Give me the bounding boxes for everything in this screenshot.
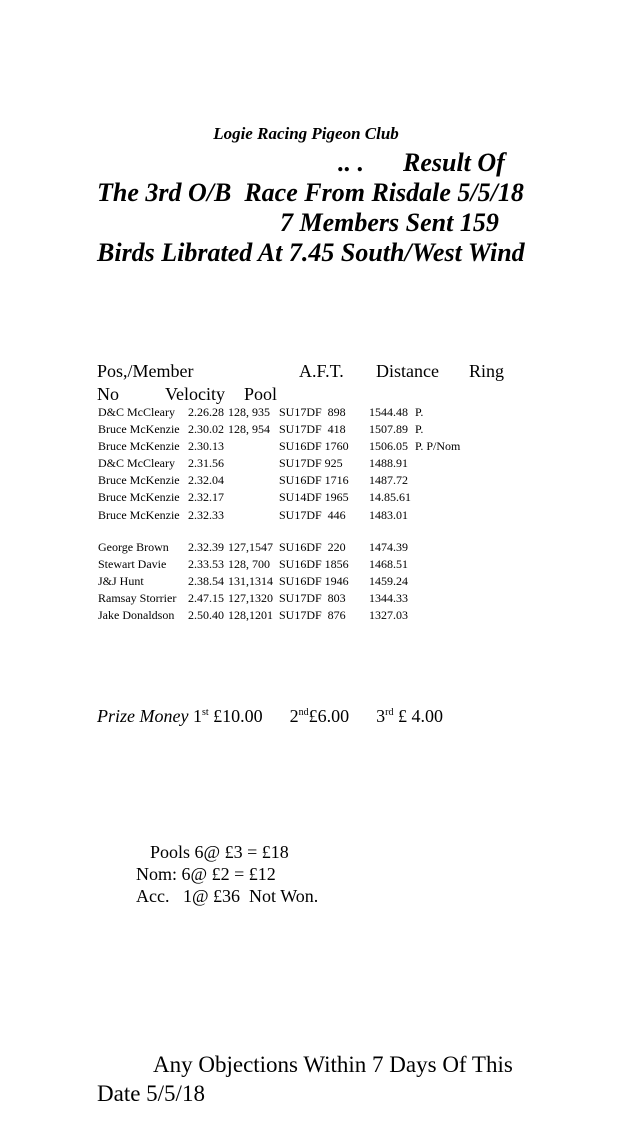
objections-line-1: Any Objections Within 7 Days Of This (153, 1052, 513, 1077)
ring-number: SU17DF 898 (279, 405, 346, 419)
member-name: Jake Donaldson (98, 608, 175, 622)
velocity: 1344.33 (369, 591, 408, 605)
header-aft: A.F.T. (299, 361, 344, 381)
club-name: Logie Racing Pigeon Club (213, 124, 399, 143)
distance: 127,1547 (228, 540, 273, 554)
pool: P. (415, 405, 424, 419)
velocity: 1468.51 (369, 557, 408, 571)
arrival-time: 2.30.02 (188, 422, 224, 436)
distance: 128,1201 (228, 608, 273, 622)
header-pool: Pool (244, 384, 278, 404)
velocity: 1474.39 (369, 540, 408, 554)
distance: 127,1320 (228, 591, 273, 605)
velocity: 14.85.61 (369, 490, 411, 504)
velocity: 1459.24 (369, 574, 408, 588)
title-line-2: The 3rd O/B Race From Risdale 5/5/18 (97, 178, 524, 207)
header-ring: Ring (469, 361, 505, 381)
ring-number: SU17DF 418 (279, 422, 346, 436)
prize-third-amount: £ 4.00 (393, 706, 443, 726)
prize-money-label: Prize Money (97, 706, 189, 726)
arrival-time: 2.26.28 (188, 405, 224, 419)
header-pos-member: Pos,/Member (97, 361, 194, 381)
ring-number: SU16DF 1716 (279, 473, 349, 487)
member-name: Bruce McKenzie (98, 490, 180, 504)
ring-number: SU14DF 1965 (279, 490, 349, 504)
arrival-time: 2.33.53 (188, 557, 224, 571)
arrival-time: 2.32.39 (188, 540, 224, 554)
pool: P. P/Nom (415, 439, 461, 453)
velocity: 1327.03 (369, 608, 408, 622)
ring-number: SU16DF 1856 (279, 557, 349, 571)
objections-line-2: Date 5/5/18 (97, 1081, 205, 1106)
velocity: 1544.48 (369, 405, 408, 419)
arrival-time: 2.32.17 (188, 490, 224, 504)
acc-line: Acc. 1@ £36 Not Won. (136, 886, 319, 906)
ring-number: SU16DF 220 (279, 540, 346, 554)
arrival-time: 2.47.15 (188, 591, 224, 605)
member-name: D&C McCleary (98, 456, 175, 470)
ring-number: SU16DF 1946 (279, 574, 349, 588)
arrival-time: 2.38.54 (188, 574, 224, 588)
arrival-time: 2.30.13 (188, 439, 224, 453)
velocity: 1487.72 (369, 473, 408, 487)
ring-number: SU17DF 446 (279, 508, 346, 522)
prize-first-num: 1 (192, 706, 202, 726)
distance: 128, 700 (228, 557, 270, 571)
velocity: 1507.89 (369, 422, 408, 436)
arrival-time: 2.32.33 (188, 508, 224, 522)
velocity: 1488.91 (369, 456, 408, 470)
prize-first-suffix: st (201, 707, 209, 718)
distance: 128, 954 (228, 422, 270, 436)
pool: P. (415, 422, 424, 436)
header-distance: Distance (376, 361, 439, 381)
member-name: Bruce McKenzie (98, 439, 180, 453)
velocity: 1483.01 (369, 508, 408, 522)
member-name: J&J Hunt (98, 574, 144, 588)
header-no: No (97, 384, 119, 404)
member-name: Bruce McKenzie (98, 422, 180, 436)
nom-line: Nom: 6@ £2 = £12 (136, 864, 276, 884)
velocity: 1506.05 (369, 439, 408, 453)
prize-second-suffix: nd (298, 707, 309, 718)
prize-first-amount: £10.00 (208, 706, 263, 726)
member-name: Stewart Davie (98, 557, 167, 571)
member-name: D&C McCleary (98, 405, 175, 419)
header-velocity: Velocity (165, 384, 225, 404)
title-line-3: 7 Members Sent 159 (280, 208, 499, 237)
title-line-4: Birds Librated At 7.45 South/West Wind (97, 238, 525, 267)
prize-third-suffix: rd (385, 707, 394, 718)
member-name: Ramsay Storrier (98, 591, 177, 605)
distance: 128, 935 (228, 405, 270, 419)
member-name: Bruce McKenzie (98, 473, 180, 487)
ring-number: SU17DF 925 (279, 456, 343, 470)
prize-money-line (97, 706, 443, 727)
ring-number: SU17DF 803 (279, 591, 346, 605)
ring-number: SU16DF 1760 (279, 439, 349, 453)
arrival-time: 2.50.40 (188, 608, 224, 622)
pools-line: Pools 6@ £3 = £18 (150, 842, 289, 862)
arrival-time: 2.31.56 (188, 456, 224, 470)
ring-number: SU17DF 876 (279, 608, 346, 622)
title-line-1: .. . Result Of (338, 148, 505, 177)
arrival-time: 2.32.04 (188, 473, 224, 487)
member-name: George Brown (98, 540, 169, 554)
prize-second-num: 2 (289, 706, 299, 726)
member-name: Bruce McKenzie (98, 508, 180, 522)
prize-second-amount: £6.00 (308, 706, 350, 726)
distance: 131,1314 (228, 574, 273, 588)
prize-third-num: 3 (376, 706, 386, 726)
